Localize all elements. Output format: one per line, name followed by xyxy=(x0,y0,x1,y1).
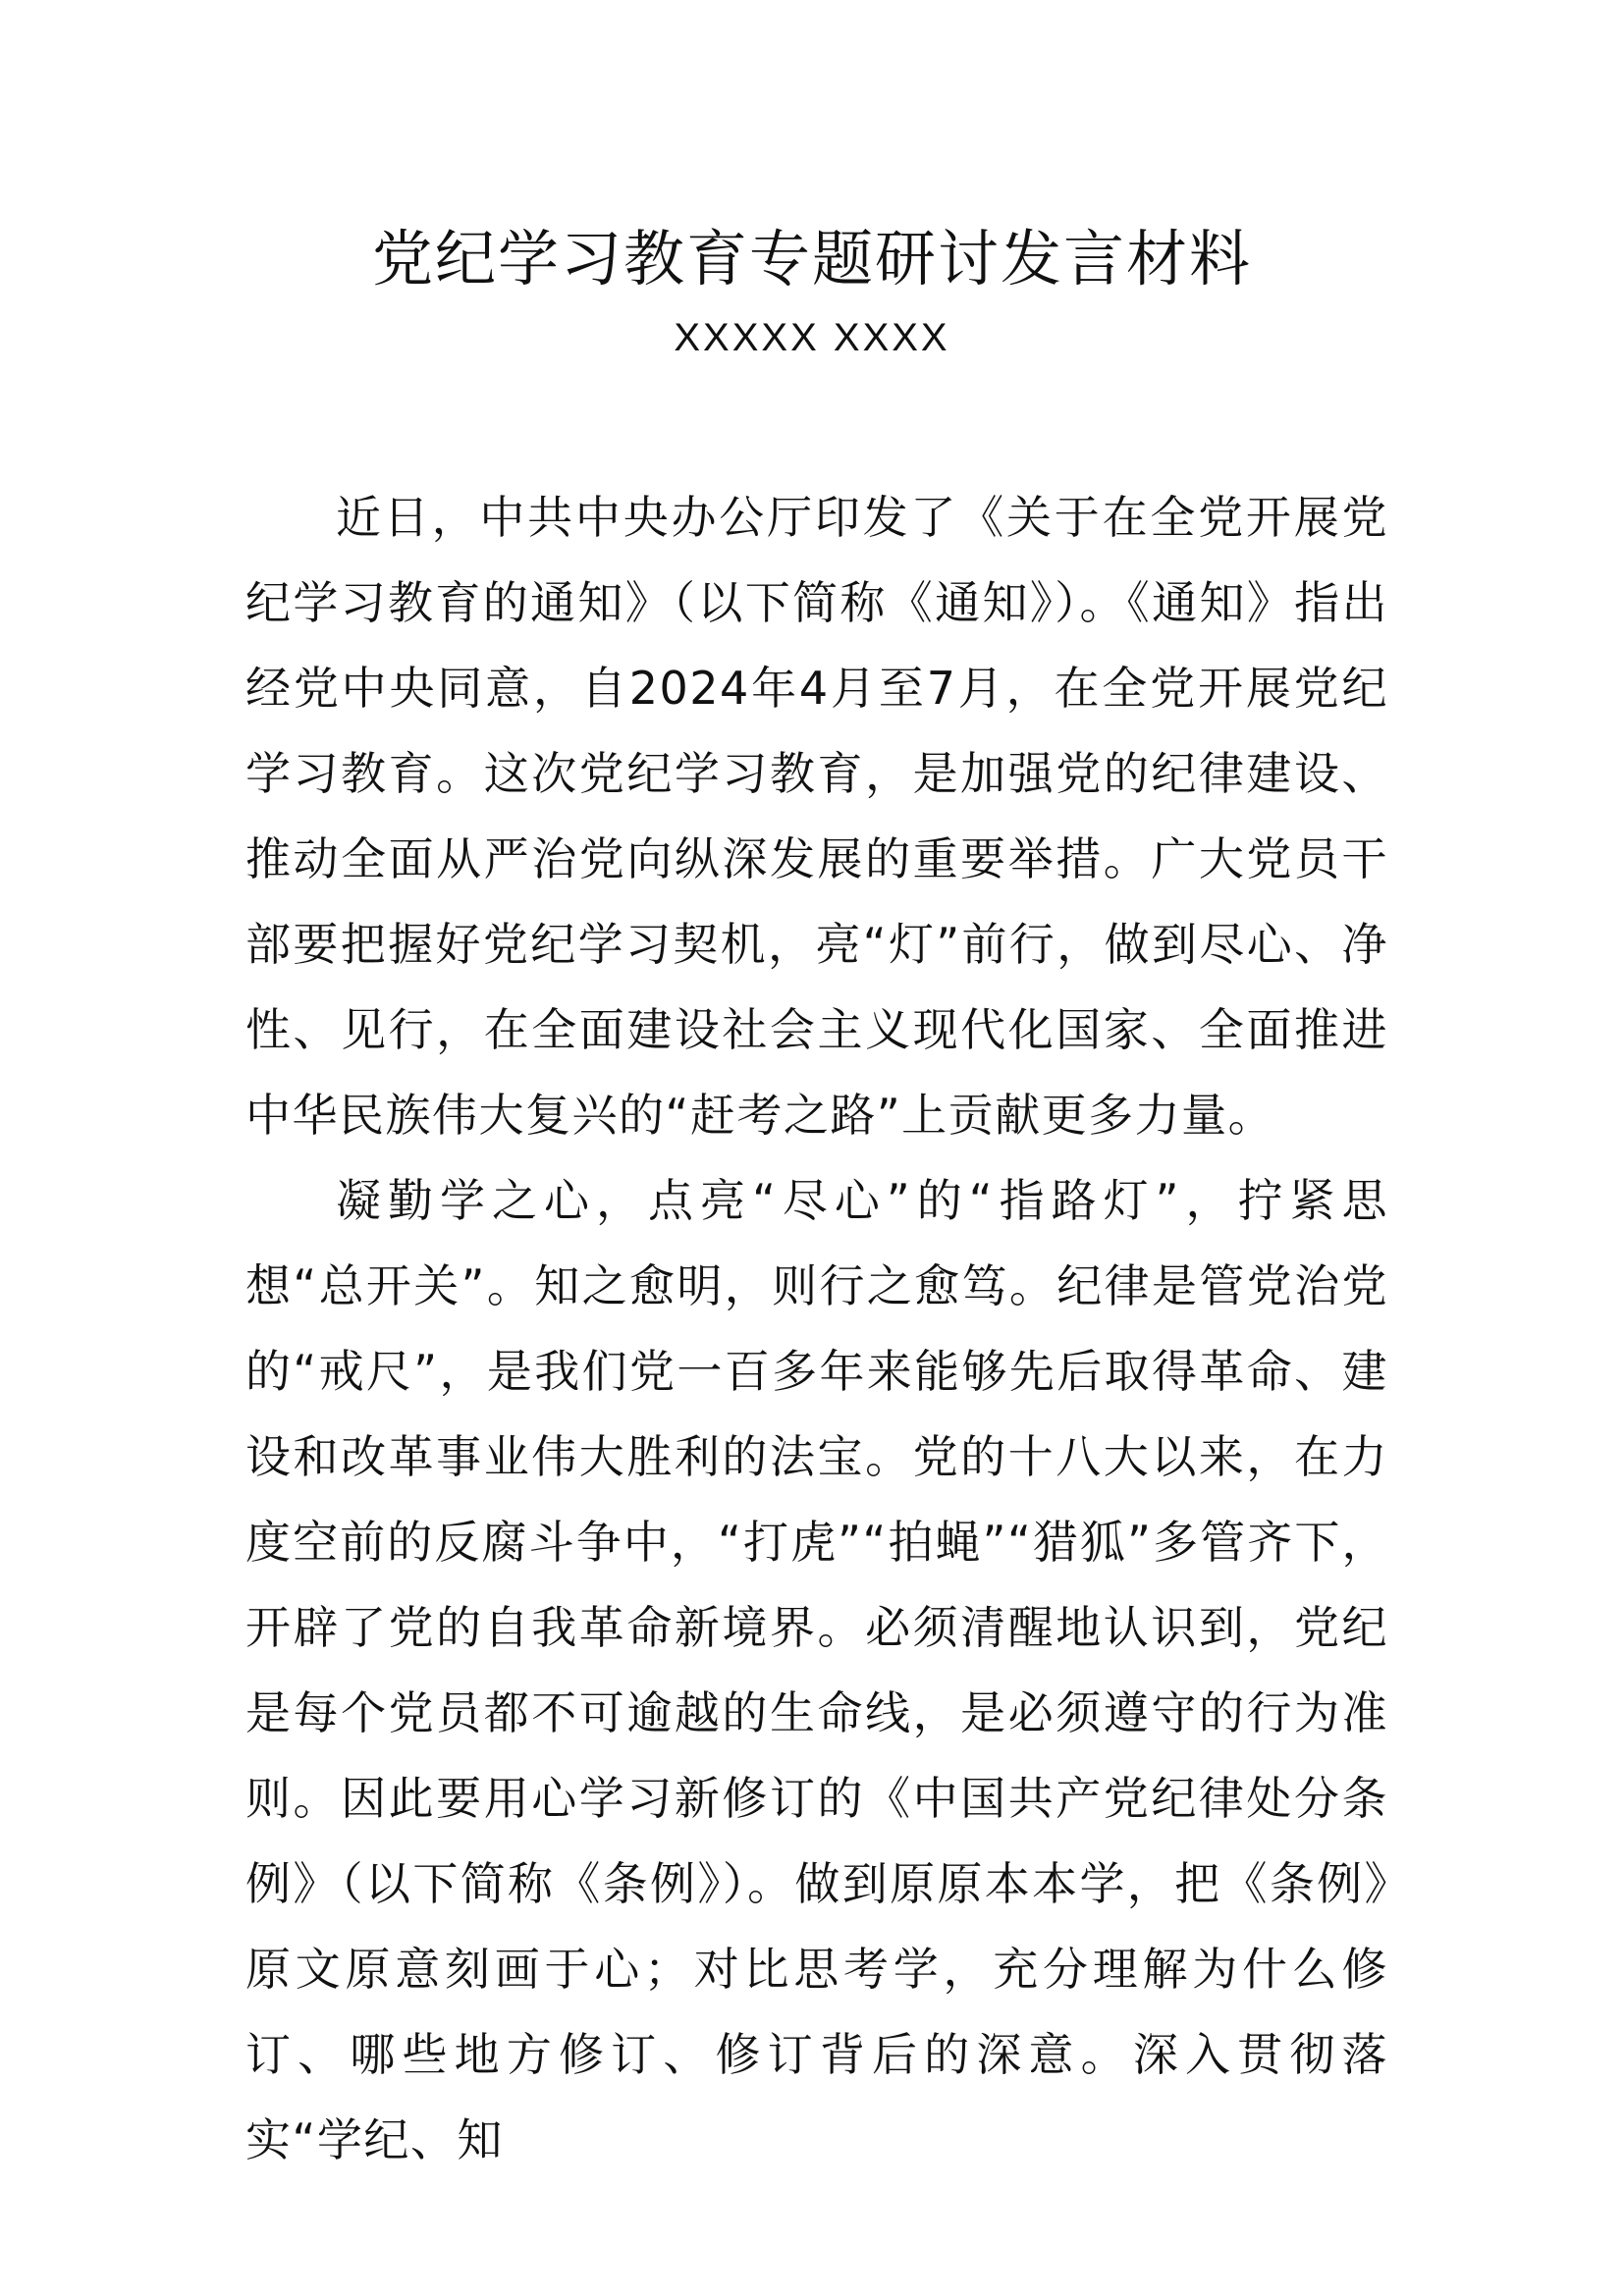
paragraph: 近日，中共中央办公厅印发了《关于在全党开展党纪学习教育的通知》（以下简称《通知》）。《通知》指出经党中央同意，自2024年4月至7月，在全党开展党纪学习教育。这次党纪学习教育，是加强党的纪律建设、推动全面从严治党向纵深发展的重要举措。广大党员干部要把握好党纪学习契机，亮“灯”前行，做到尽心、净性、见行，在全面建设社会主义现代化国家、全面推进中华民族伟大复兴的“赶考之路”上贡献更多力量。 xyxy=(245,491,1388,1142)
document-body xyxy=(245,475,1388,2183)
document-title: 党纪学习教育专题研讨发言材料 xyxy=(371,223,1252,294)
paragraph: 凝勤学之心，点亮“尽心”的“指路灯”，拧紧思想“总开关”。知之愈明，则行之愈笃。纪律是管党治党的“戒尺”，是我们党一百多年来能够先后取得革命、建设和改革事业伟大胜利的法宝。党的十八大以来，在力度空前的反腐斗争中，“打虎”“拍蝇”“猎狐”多管齐下，开辟了党的自我革命新境界。必须清醒地认识到，党纪是每个党员都不可逾越的生命线，是必须遵守的行为准则。因此要用心学习新修订的《中国共产党纪律处分条例》（以下简称《条例》）。做到原原本本学，把《条例》原文原意刻画于心；对比思考学，充分理解为什么修订、哪些地方修订、修订背后的深意。深入贯彻落实“学纪、知 xyxy=(245,1174,1388,2166)
document-author: XXXXX XXXX xyxy=(674,316,950,359)
